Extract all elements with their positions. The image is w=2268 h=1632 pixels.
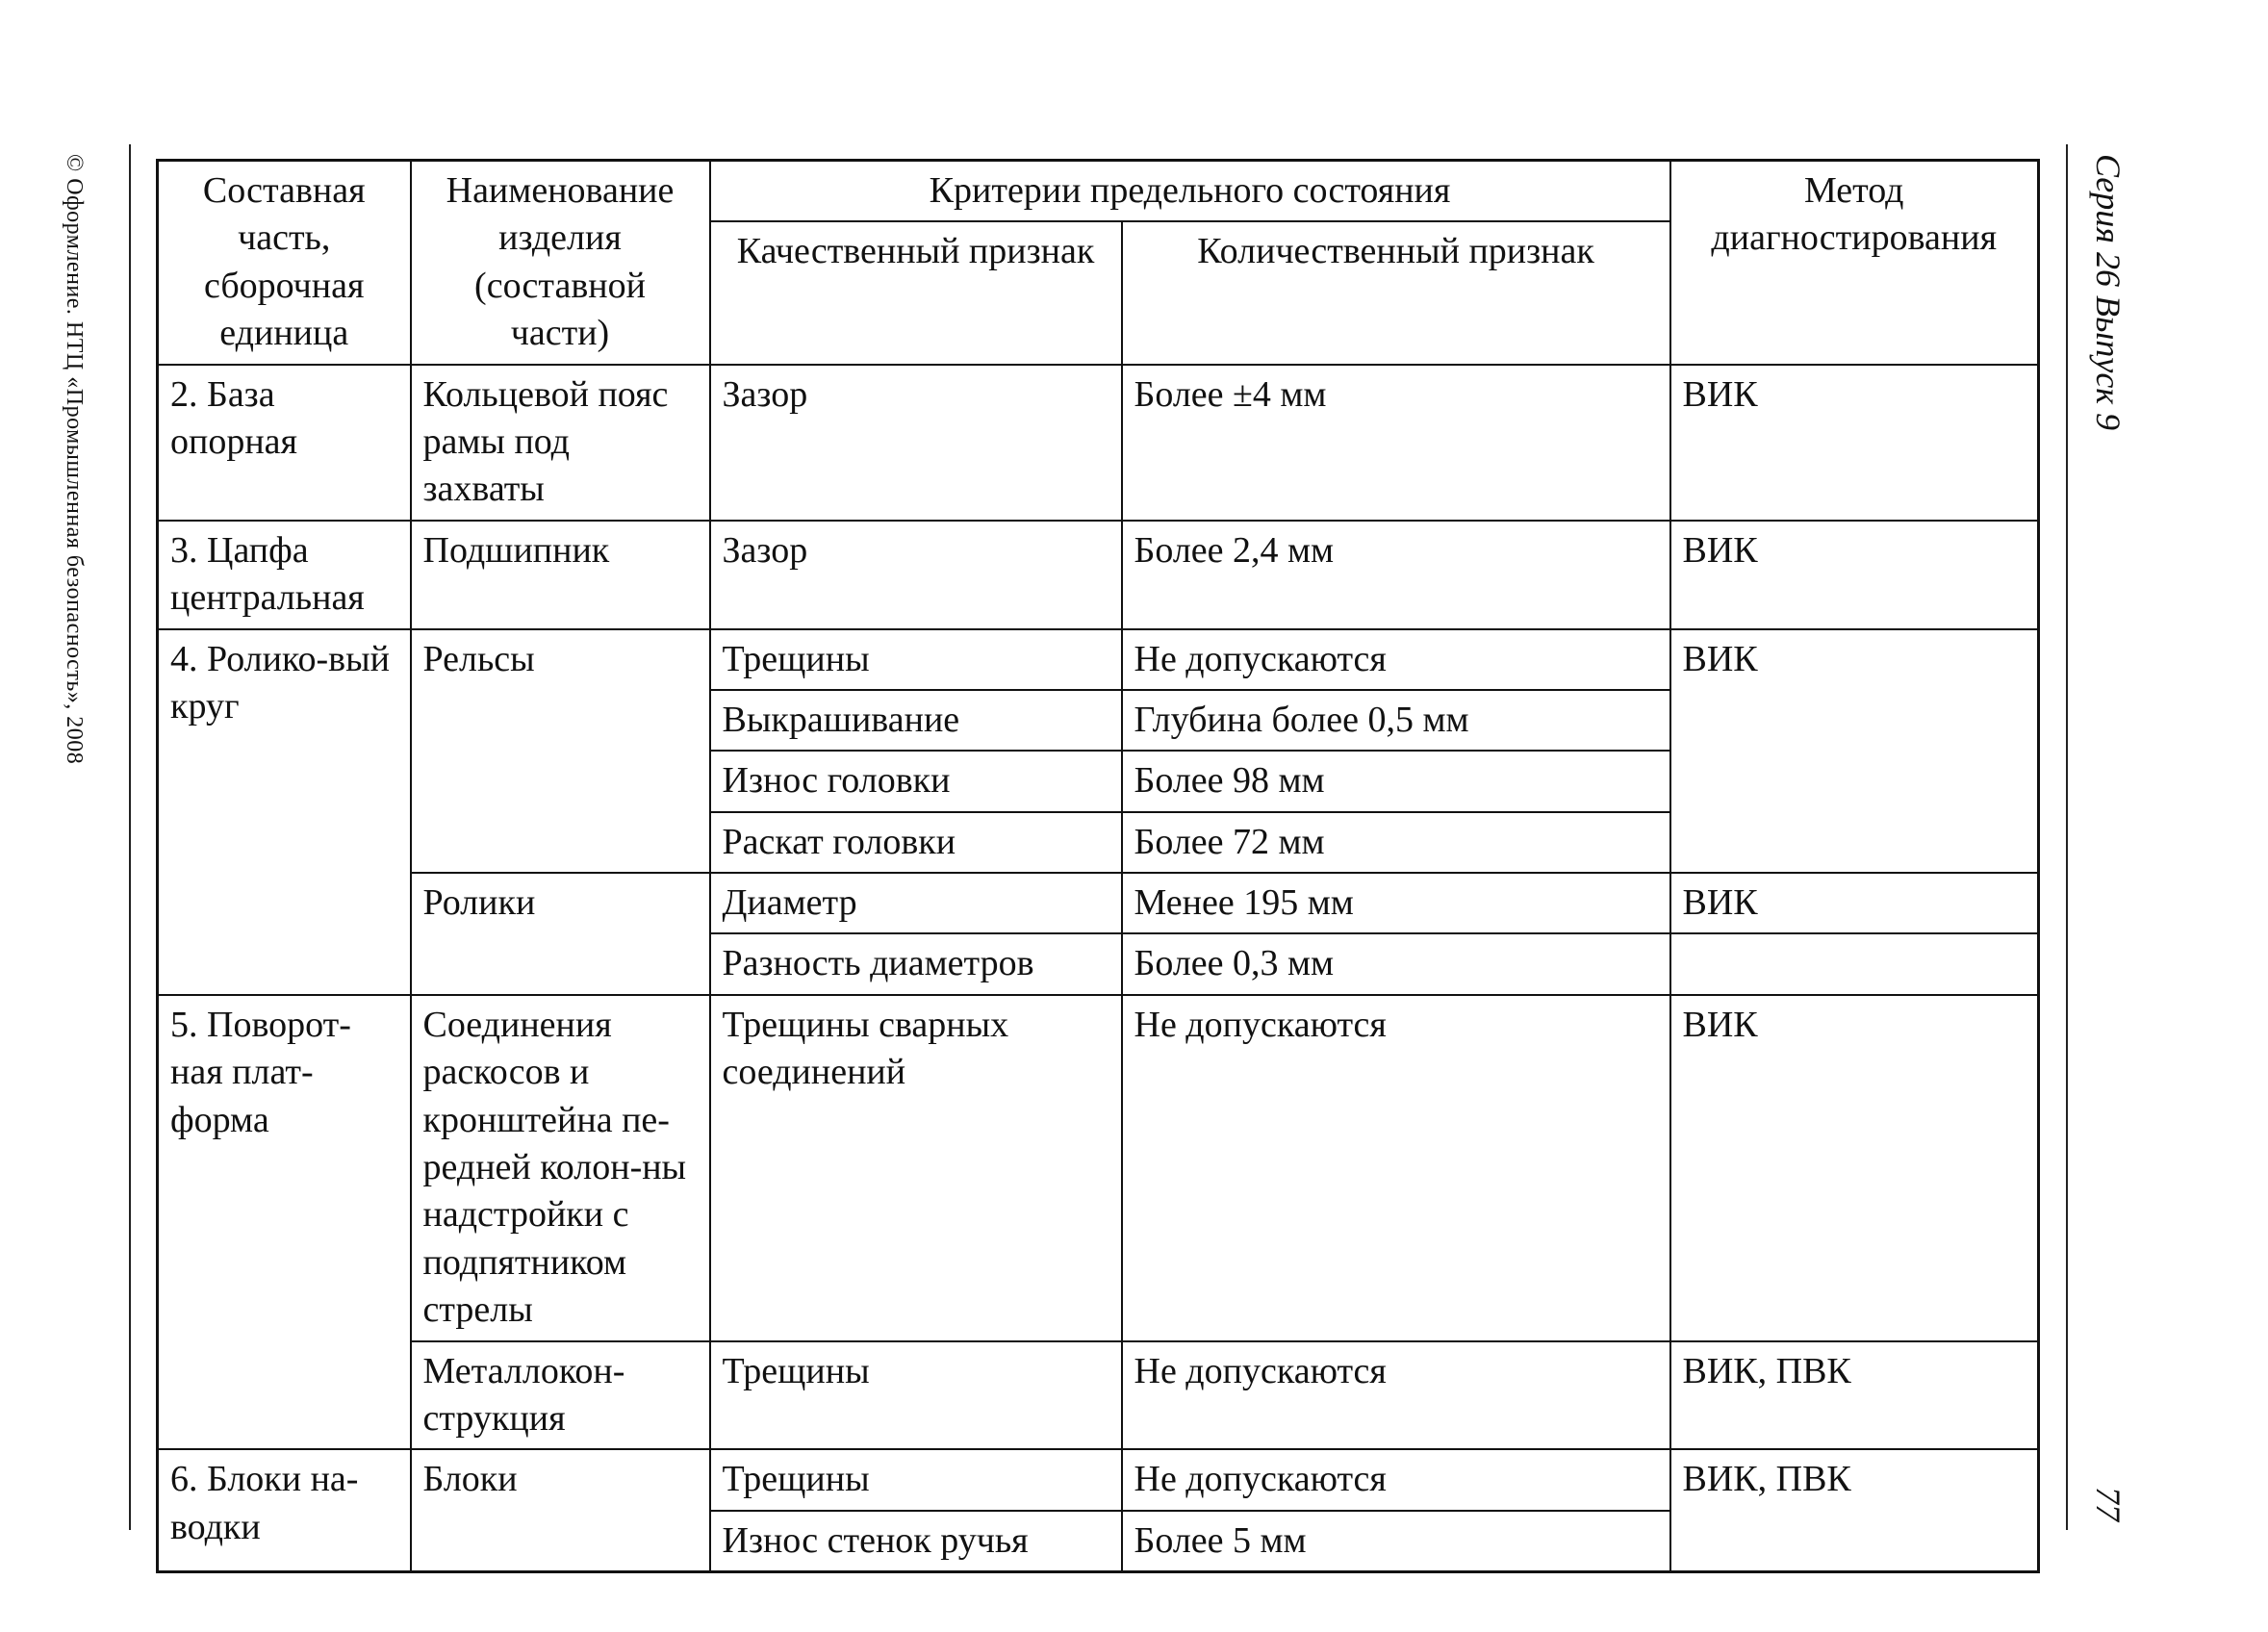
quant-cell: Не допускаются <box>1122 629 1670 690</box>
quant-cell: Более 2,4 мм <box>1122 521 1670 629</box>
part-cell: 6. Блоки на-водки <box>158 1449 411 1571</box>
method-cell: ВИК, ПВК <box>1670 1449 2039 1571</box>
criteria-table <box>156 159 2040 1573</box>
qual-cell: Зазор <box>710 521 1122 629</box>
qual-cell: Зазор <box>710 365 1122 521</box>
qual-cell: Разность диаметров <box>710 933 1122 994</box>
quant-cell: Не допускаются <box>1122 1449 1670 1510</box>
item-cell: Кольцевой пояс рамы под захваты <box>411 365 710 521</box>
header-method: Метод диагностирования <box>1670 161 2039 365</box>
quant-cell: Более 98 мм <box>1122 751 1670 811</box>
quant-cell: Более 0,3 мм <box>1122 933 1670 994</box>
right-margin-rule <box>2066 144 2068 1530</box>
method-cell: ВИК <box>1670 521 2039 629</box>
item-cell: Ролики <box>411 873 710 995</box>
method-cell: ВИК <box>1670 873 2039 933</box>
header-qualitative: Качественный признак <box>710 221 1122 364</box>
qual-cell: Раскат головки <box>710 812 1122 873</box>
header-row <box>158 161 2039 222</box>
table-row <box>158 521 2039 629</box>
header-part: Составная часть, сборочная единица <box>158 161 411 365</box>
qual-cell: Износ головки <box>710 751 1122 811</box>
page-number: 77 <box>2089 1487 2128 1521</box>
method-cell: ВИК <box>1670 629 2039 874</box>
item-cell: Соединения раскосов и кронштейна пе-редней колон-ны надстройки с подпятником стрелы <box>411 995 710 1341</box>
method-cell <box>1670 933 2039 994</box>
qual-cell: Трещины <box>710 629 1122 690</box>
part-cell: 5. Поворот-ная плат-форма <box>158 995 411 1450</box>
table-row <box>158 995 2039 1341</box>
quant-cell: Более 72 мм <box>1122 812 1670 873</box>
method-cell: ВИК, ПВК <box>1670 1341 2039 1450</box>
table-row <box>158 1449 2039 1510</box>
series-header-text: Серия 26 Выпуск 9 <box>2089 154 2128 431</box>
part-cell: 2. База опорная <box>158 365 411 521</box>
qual-cell: Трещины сварных соединений <box>710 995 1122 1341</box>
header-item: Наименование изделия (составной части) <box>411 161 710 365</box>
header-criteria: Критерии предельного состояния <box>710 161 1670 222</box>
qual-cell: Износ стенок ручья <box>710 1511 1122 1572</box>
table-row <box>158 873 2039 933</box>
method-cell: ВИК <box>1670 365 2039 521</box>
qual-cell: Трещины <box>710 1341 1122 1450</box>
item-cell: Рельсы <box>411 629 710 874</box>
qual-cell: Выкрашивание <box>710 690 1122 751</box>
table-row <box>158 629 2039 690</box>
part-cell: 3. Цапфа центральная <box>158 521 411 629</box>
part-cell: 4. Ролико-вый круг <box>158 629 411 995</box>
quant-cell: Более ±4 мм <box>1122 365 1670 521</box>
item-cell: Блоки <box>411 1449 710 1571</box>
qual-cell: Трещины <box>710 1449 1122 1510</box>
quant-cell: Не допускаются <box>1122 1341 1670 1450</box>
table-row <box>158 1341 2039 1450</box>
quant-cell: Более 5 мм <box>1122 1511 1670 1572</box>
quant-cell: Не допускаются <box>1122 995 1670 1341</box>
quant-cell: Глубина более 0,5 мм <box>1122 690 1670 751</box>
quant-cell: Менее 195 мм <box>1122 873 1670 933</box>
method-cell: ВИК <box>1670 995 2039 1341</box>
table-row <box>158 365 2039 521</box>
header-quantitative: Количественный признак <box>1122 221 1670 364</box>
item-cell: Металлокон-струкция <box>411 1341 710 1450</box>
left-margin-rule <box>129 144 131 1530</box>
item-cell: Подшипник <box>411 521 710 629</box>
qual-cell: Диаметр <box>710 873 1122 933</box>
copyright-margin-text: © Оформление. НТЦ «Промышленная безопасность», 2008 <box>62 154 87 765</box>
